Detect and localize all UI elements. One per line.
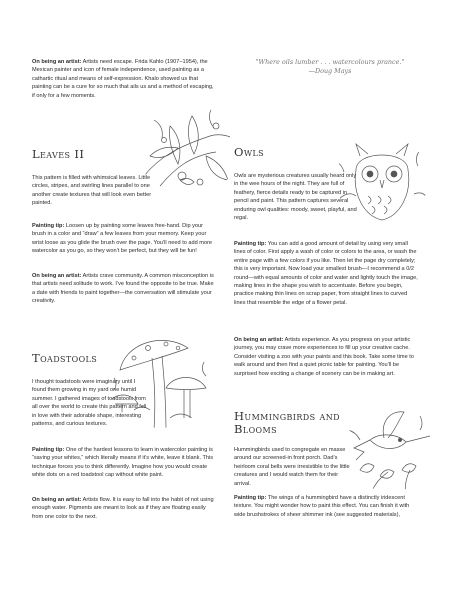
hummingbirds-illustration xyxy=(340,400,436,496)
pull-quote xyxy=(244,58,416,76)
leaves-intro: This pattern is filled with whimsical leaves. Little circles, stripes, and swirling lines parallel to one another create textures that will look even better painted. xyxy=(32,175,152,207)
section-title-toadstools: Toadstools xyxy=(32,351,98,365)
intro-paragraph: On being an artist: Artists need escape. Frida Kahlo (1907–1954), the Mexican painter and icon of female independence, used painting as a cathartic ritual and means of self-expression. Khalo showed us that painting can be a cure for so much that ails us and a method of escaping, if only for a few moments. xyxy=(32,59,214,99)
owls-intro: Owls are mysterious creatures usually heard only in the wee hours of the night. They are full of feathery, fierce details ready to be captured in pencil and paint. This pattern captures several enduring owl qualities: moody, sweet, playful, and regal. xyxy=(234,173,357,222)
pull-quote-text: "Where oils lumber . . . watercolours prance." xyxy=(255,58,405,66)
owls-artist-note: On being an artist: Artists experience. As you progress on your artistic journey, you may crave more experiences to fill up your creative cache. Consider visiting a zoo with your paints and this book. Take some time to walk around and then find a quiet picnic table for painting. You’ll be surprised how exciting a change of scenery can be in making art. xyxy=(234,337,414,377)
section-title-hummingbirds: Hummingbirds and Blooms xyxy=(234,409,340,436)
section-title-leaves: Leaves II xyxy=(32,147,85,161)
section-title-owls: Owls xyxy=(234,145,265,159)
owls-painting-tip: Painting tip: You can add a good amount of detail by using very small lines of color. First apply a wash of color or colors to the area, or wash the entire page with a few colors if you like. Then let the page dry completely; this is very important. Now load your smallest brush—I recommend a 0/2 round—with equal amounts of color and water and lightly touch the image, making lines in the shape you wish to accentuate. Before you begin, practice making thin lines on scrap paper, from straight lines to curved lines that resemble the edge of a flower petal. xyxy=(234,241,418,306)
hummingbirds-intro: Hummingbirds used to congregate en masse around our screened-in front porch. Dad’s heirloom coral bells were irresistible to the little creatures and I would watch them for their arrival. xyxy=(234,447,350,487)
toadstools-intro: I thought toadstools were imaginary until I found them growing in my yard one humid summer. I gathered images of toadstools from all over the world to create this pattern and fell in love with their adorable shape, interesting patterns, and curious textures. xyxy=(32,379,147,428)
hummingbirds-painting-tip: Painting tip: The wings of a hummingbird have a distinctly iridescent texture. You might wonder how to paint this effect. You can finish it with wide brushstrokes of sheer shimmer ink (see suggested materials), xyxy=(234,495,410,518)
toadstools-artist-note: On being an artist: Artists flow. It is easy to fall into the habit of not using enough water. Pigments are meant to look as if they are floating easily from one color to the next. xyxy=(32,497,214,520)
toadstools-painting-tip: Painting tip: One of the hardest lessons to learn in watercolor painting is “saving your whites,” which literally means if it’s white, leave it blank. This technique forces you to think differently. Imagine how you would create white dots on a red toadstool cap without white paint. xyxy=(32,447,214,479)
leaves-artist-note: On being an artist: Artists crave community. A common misconception is that artists need solitude to work. I’ve found the opposite to be true. Make a date with friends to paint together—the conversation will stimulate your creativity. xyxy=(32,273,214,305)
leaves-painting-tip: Painting tip: Loosen up by painting some leaves free-hand. Dip your brush in a color and “draw” a few leaves from your memory. Keep your wrist loose as you glide the brush over the page. You’ll need to add more watercolor as you go, so they won’t be perfect, but they will be fun! xyxy=(32,223,213,255)
pull-quote-attribution: —Doug Mays xyxy=(308,67,352,75)
